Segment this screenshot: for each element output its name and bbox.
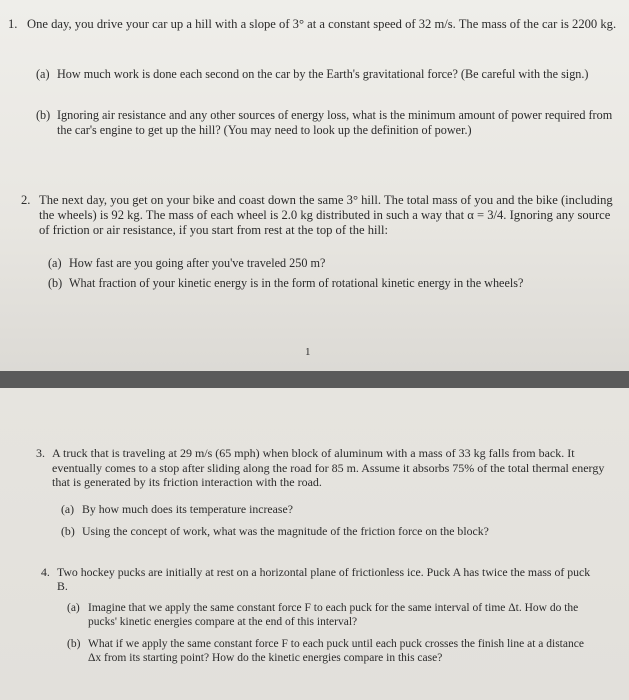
question-4-stem: Two hockey pucks are initially at rest on a horizontal plane of frictionless ice. Puck A has twice the mass of puck B. — [57, 565, 591, 593]
part-label: (b) — [36, 108, 51, 122]
part-text: Ignoring air resistance and any other sources of energy loss, what is the minimum amount of power required from the car's engine to get up the hill? (You may need to look up the definition of power.) — [57, 108, 613, 137]
part-label: (a) — [67, 602, 80, 614]
question-1-number: 1. — [8, 17, 18, 31]
question-3-number: 3. — [36, 446, 45, 460]
part-label: (a) — [61, 502, 75, 516]
question-4-number: 4. — [41, 565, 50, 579]
question-3 — [36, 446, 606, 490]
question-2-stem: The next day, you get on your bike and coast down the same 3° hill. The total mass of you and the bike (including the wheels) is 92 kg. The mass of each wheel is 2.0 kg distributed in such a way that α = 3/4. Ignoring any source of friction or air resistance, if you start from rest at the top of the hill: — [39, 193, 613, 237]
part-text: What fraction of your kinetic energy is in the form of rotational kinetic energy in the wheels? — [69, 276, 524, 290]
page-number: 1 — [305, 346, 311, 358]
question-2-part-b — [48, 276, 608, 291]
question-4-part-a — [67, 601, 597, 629]
part-text: How fast are you going after you've traveled 250 m? — [69, 256, 326, 270]
question-2-number: 2. — [21, 193, 31, 207]
part-label: (b) — [48, 276, 63, 290]
question-1-stem: One day, you drive your car up a hill with a slope of 3° at a constant speed of 32 m/s. The mass of the car is 2200 kg. — [27, 17, 617, 31]
part-label: (b) — [61, 524, 75, 538]
part-text: Imagine that we apply the same constant force F to each puck for the same interval of time Δt. How do the pucks' kinetic energies compare at the end of this interval? — [88, 602, 579, 628]
part-text: What if we apply the same constant force F to each puck until each puck crosses the finish line at a distance Δx from its starting point? How do the kinetic energies compare in this case? — [88, 638, 584, 664]
part-label: (a) — [36, 67, 50, 81]
part-text: Using the concept of work, what was the magnitude of the friction force on the block? — [82, 524, 489, 538]
part-text: How much work is done each second on the car by the Earth's gravitational force? (Be careful with the sign.) — [57, 67, 589, 81]
question-2-part-a — [48, 256, 608, 271]
part-label: (a) — [48, 256, 62, 270]
question-1-part-a — [36, 67, 616, 82]
question-1 — [8, 17, 620, 32]
question-2 — [21, 193, 619, 238]
question-4-part-b — [67, 637, 597, 665]
question-3-part-a — [61, 502, 601, 517]
question-1-part-b — [36, 108, 616, 138]
part-label: (b) — [67, 638, 81, 650]
question-3-part-b — [61, 524, 601, 539]
page-gap-divider — [0, 371, 629, 388]
question-4 — [41, 565, 597, 593]
question-3-stem: A truck that is traveling at 29 m/s (65 mph) when block of aluminum with a mass of 33 kg falls from back. It eventually comes to a stop after sliding along the road for 85 m. Assume it absorbs 75% of the total thermal energy that is generated by its friction interaction with the road. — [52, 446, 605, 489]
part-text: By how much does its temperature increase? — [82, 502, 293, 516]
